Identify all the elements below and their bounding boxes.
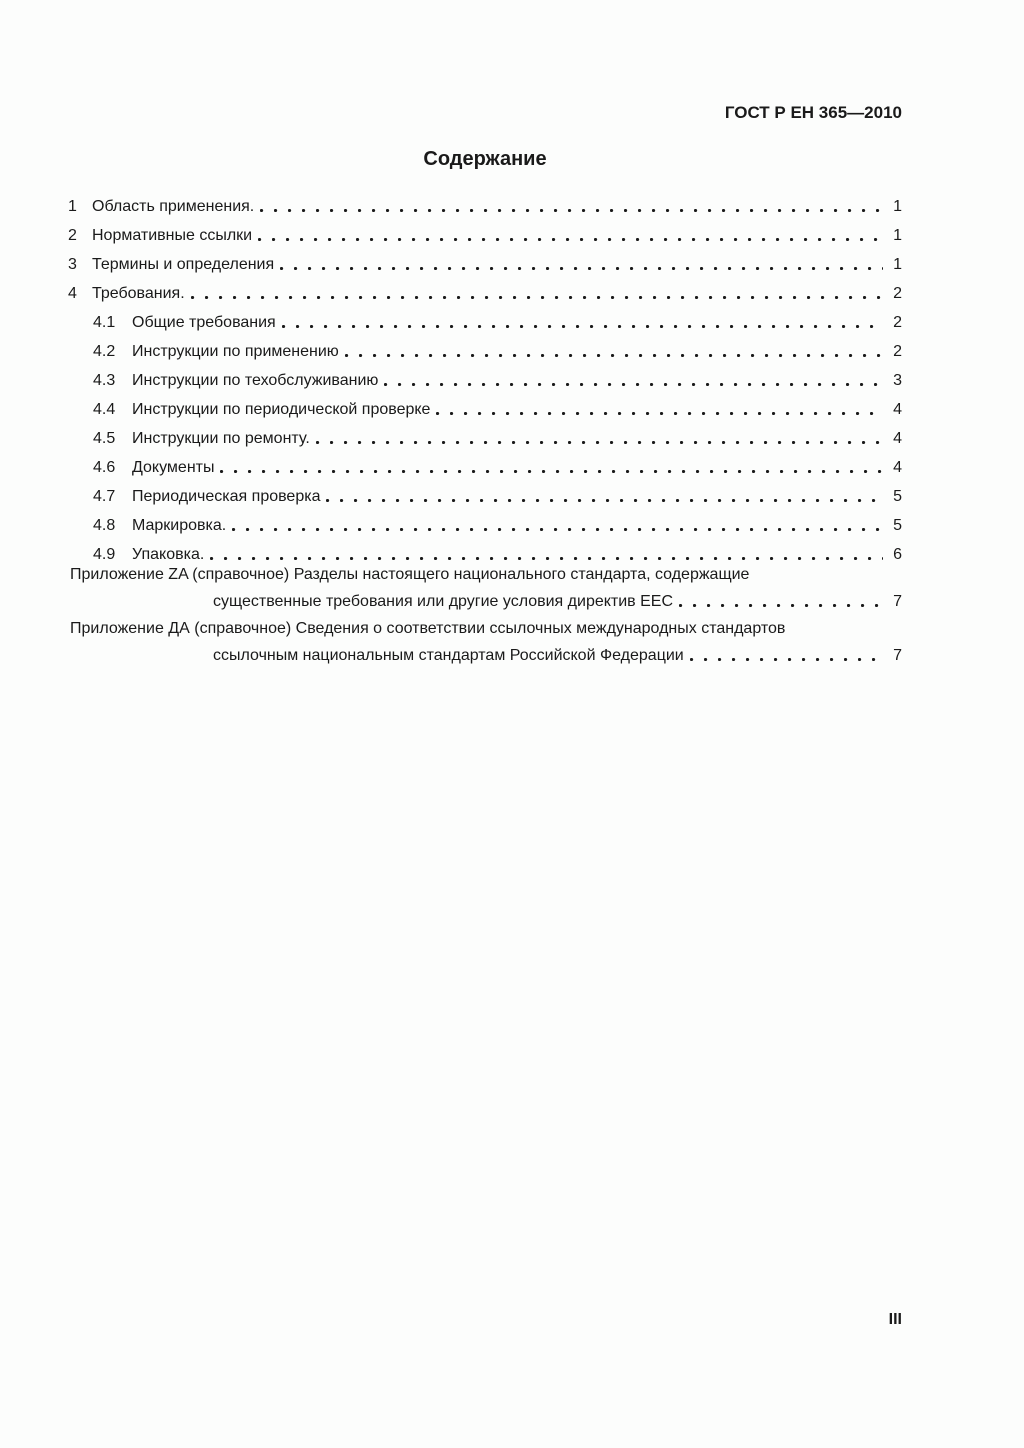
dot-leader xyxy=(220,470,883,473)
toc-entry-label: Маркировка. xyxy=(132,517,227,534)
dot-leader xyxy=(436,412,883,415)
dot-leader xyxy=(384,383,883,386)
toc-entry xyxy=(93,511,902,540)
document-header: ГОСТ Р ЕН 365—2010 xyxy=(724,103,902,122)
dot-leader xyxy=(282,325,883,328)
toc-entry-number: 1 xyxy=(68,198,77,215)
toc-entry-number: 4.9 xyxy=(93,546,116,563)
toc-entry-number: 4.8 xyxy=(93,517,116,534)
toc-entry-number: 4.7 xyxy=(93,488,116,505)
dot-leader xyxy=(258,238,883,241)
toc-entry xyxy=(93,395,902,424)
toc-list xyxy=(68,192,902,569)
toc-entry xyxy=(93,366,902,395)
toc-entry-page: 2 xyxy=(893,314,902,331)
toc-entry-label: Термины и определения xyxy=(92,256,275,273)
toc-entry-label: Периодическая проверка xyxy=(132,488,321,505)
toc-appendix-line2 xyxy=(213,588,902,615)
toc-entry-label: Инструкции по периодической проверке xyxy=(132,401,431,418)
toc-entry-page: 6 xyxy=(893,546,902,563)
toc-entry-page: 3 xyxy=(893,372,902,389)
toc-entry-number: 4 xyxy=(68,285,77,302)
toc-entry-number: 4.3 xyxy=(93,372,116,389)
toc-entry-page: 1 xyxy=(893,198,902,215)
toc-entry xyxy=(68,279,902,308)
dot-leader xyxy=(260,209,883,212)
toc-entry xyxy=(93,337,902,366)
toc-entry-page: 2 xyxy=(893,343,902,360)
toc-entry xyxy=(68,250,902,279)
toc-entry-label: Документы xyxy=(132,459,215,476)
toc-appendix-line2 xyxy=(213,642,902,669)
dot-leader xyxy=(316,441,883,444)
toc-appendix-list xyxy=(68,561,902,669)
toc-entry-label: Упаковка. xyxy=(132,546,205,563)
toc-entry-label: Область применения. xyxy=(92,198,255,215)
dot-leader xyxy=(280,267,883,270)
toc-appendix-entry xyxy=(68,615,902,669)
toc-entry-label: Инструкции по применению xyxy=(132,343,339,360)
dot-leader xyxy=(690,658,883,661)
toc-entry-number: 4.5 xyxy=(93,430,116,447)
toc-entry xyxy=(93,424,902,453)
page-content xyxy=(68,103,902,669)
toc-entry-number: 4.2 xyxy=(93,343,116,360)
dot-leader xyxy=(210,557,883,560)
dot-leader xyxy=(191,296,883,299)
toc-entry-page: 4 xyxy=(893,430,902,447)
dot-leader xyxy=(345,354,883,357)
toc-entry-page: 5 xyxy=(893,488,902,505)
toc-entry xyxy=(68,192,902,221)
toc-appendix-line2-label: существенные требования или другие условия директив ЕЕС xyxy=(213,593,674,610)
toc-entry-number: 4.6 xyxy=(93,459,116,476)
toc-entry-label: Инструкции по техобслуживанию xyxy=(132,372,379,389)
toc-entry-label: Требования. xyxy=(92,285,185,302)
toc-entry-page: 5 xyxy=(893,517,902,534)
dot-leader xyxy=(326,499,883,502)
toc-entry-page: 1 xyxy=(893,256,902,273)
toc-entry xyxy=(68,221,902,250)
toc-appendix-entry xyxy=(68,561,902,615)
toc-appendix-page: 7 xyxy=(893,593,902,610)
toc-entry-number: 3 xyxy=(68,256,77,273)
toc-entry-label: Инструкции по ремонту. xyxy=(132,430,310,447)
toc-entry-page: 1 xyxy=(893,227,902,244)
dot-leader xyxy=(232,528,883,531)
toc-entry-page: 4 xyxy=(893,459,902,476)
toc-entry-number: 4.1 xyxy=(93,314,116,331)
toc-entry xyxy=(93,453,902,482)
dot-leader xyxy=(679,604,883,607)
toc-appendix-page: 7 xyxy=(893,647,902,664)
toc-entry-page: 2 xyxy=(893,285,902,302)
toc-entry-number: 2 xyxy=(68,227,77,244)
toc-entry xyxy=(93,482,902,511)
toc-appendix-line1: Приложение ZA (справочное) Разделы настоящего национального стандарта, содержащие xyxy=(70,566,750,583)
toc-appendix-line1: Приложение ДА (справочное) Сведения о соответствии ссылочных международных стандартов xyxy=(70,620,786,637)
toc-entry xyxy=(93,308,902,337)
toc-entry-label: Нормативные ссылки xyxy=(92,227,253,244)
toc-entry-number: 4.4 xyxy=(93,401,116,418)
toc-entry-label: Общие требования xyxy=(132,314,276,331)
folio-page-number: III xyxy=(888,1311,902,1328)
toc-entry-page: 4 xyxy=(893,401,902,418)
page-title: Содержание xyxy=(423,148,547,170)
toc-appendix-line2-label: ссылочным национальным стандартам Российской Федерации xyxy=(213,647,684,664)
